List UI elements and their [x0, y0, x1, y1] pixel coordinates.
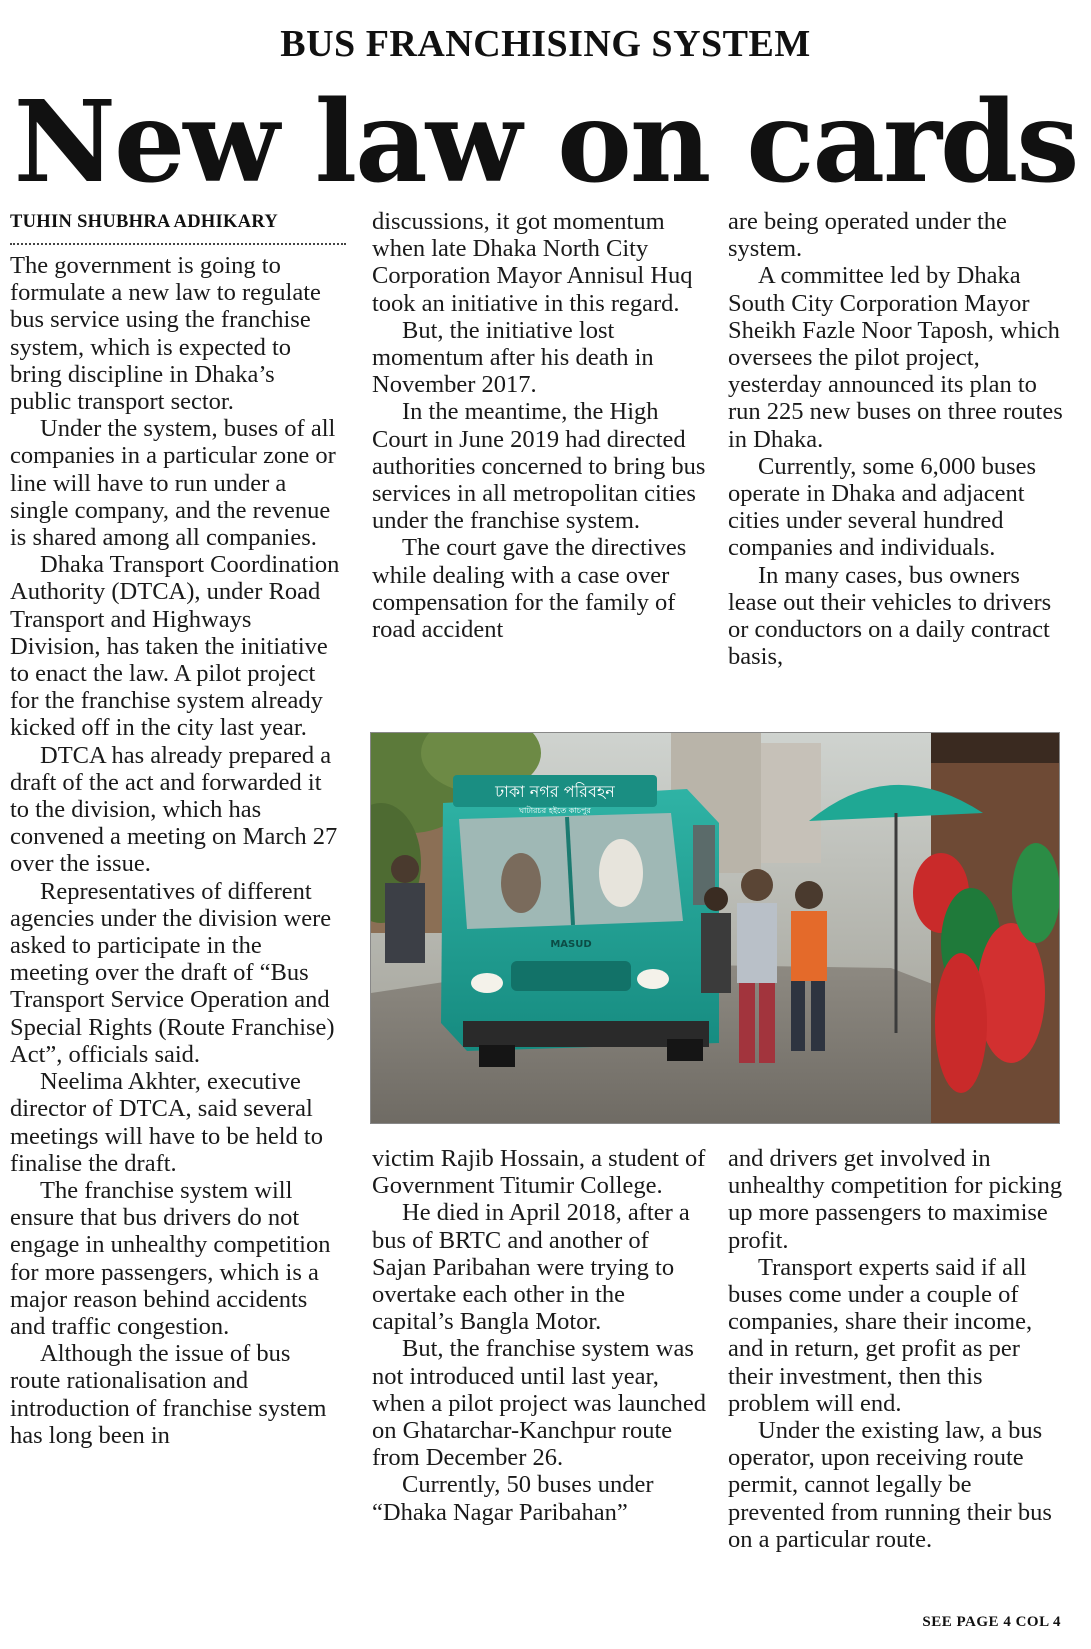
article-column-2-bottom	[372, 1145, 707, 1526]
byline-divider	[10, 243, 346, 245]
news-photo-bus	[370, 732, 1060, 1124]
paragraph: But, the franchise system was not introduced until last year, when a pilot project was launched on Ghatarchar-Kanchpur route from December 26.	[372, 1335, 707, 1472]
paragraph: Currently, some 6,000 buses operate in Dhaka and adjacent cities under several hundred companies and individuals.	[728, 452, 1037, 562]
paragraph: and drivers get involved in unhealthy competition for picking up more passengers to maximise profit.	[728, 1145, 1063, 1254]
bus-destination-sign: ঢাকা নগর পরিবহন	[495, 782, 615, 801]
bus-brand: MASUD	[550, 939, 592, 950]
headline: New law on cards	[13, 77, 1078, 208]
paragraph: In many cases, bus owners lease out their vehicles to drivers or conductors on a daily contract basis,	[728, 561, 1052, 671]
paragraph: A committee led by Dhaka South City Corporation Mayor Sheikh Fazle Noor Taposh, which oversees the pilot project, yesterday announced its plan to run 225 new buses on three routes in Dhaka.	[728, 262, 1063, 453]
paragraph: In the meantime, the High Court in June 2019 had directed authorities concerned to bring bus services in all metropolitan cities under the franchise system.	[372, 398, 706, 535]
continuation-note: SEE PAGE 4 COL 4	[922, 1614, 1061, 1630]
paragraph: The court gave the directives while dealing with a case over compensation for the family of road accident	[372, 534, 687, 644]
paragraph: The franchise system will ensure that bus drivers do not engage in unhealthy competition for more passengers, which is a major reason behind accidents and traffic congestion.	[10, 1176, 331, 1340]
kicker: BUS FRANCHISING SYSTEM	[280, 23, 811, 65]
article-column-3-bottom	[728, 1145, 1070, 1553]
paragraph: Although the issue of bus route rationalisation and introduction of franchise system has long been in	[10, 1340, 327, 1449]
paragraph: Transport experts said if all buses come under a couple of companies, share their income, and in return, get profit as per their investment, then this problem will end.	[728, 1253, 1033, 1417]
article-column-2-top	[372, 208, 707, 643]
paragraph: Neelima Akhter, executive director of DTCA, said several meetings will have to be held to finalise the draft.	[10, 1068, 323, 1177]
paragraph: Under the system, buses of all companies in a particular zone or line will have to run under a single company, and the revenue is shared among all companies.	[10, 415, 336, 552]
paragraph: are being operated under the system.	[728, 208, 1007, 263]
paragraph: Currently, 50 buses under “Dhaka Nagar Paribahan”	[372, 1471, 654, 1526]
paragraph: Dhaka Transport Coordination Authority (DTCA), under Road Transport and Highways Division, has taken the initiative to enact the law. A pilot project for the franchise system already kicked off in the city last year.	[10, 551, 340, 742]
bus-route-sign: ঘাটারচর হইতে কাচপুর	[519, 806, 591, 815]
paragraph: DTCA has already prepared a draft of the act and forwarded it to the division, which has convened a meeting on March 27 over the issue.	[10, 741, 338, 878]
paragraph: victim Rajib Hossain, a student of Government Titumir College.	[372, 1145, 706, 1200]
article-column-1	[10, 252, 340, 1449]
article-column-3-top	[728, 208, 1070, 670]
paragraph: The government is going to formulate a new law to regulate bus service using the franchise system, which is expected to bring discipline in Dhaka’s public transport sector.	[10, 252, 321, 416]
paragraph: He died in April 2018, after a bus of BRTC and another of Sajan Paribahan were trying to overtake each other in the capital’s Bangla Motor.	[372, 1199, 690, 1336]
paragraph: Representatives of different agencies under the division were asked to participate in the meeting over the draft of “Bus Transport Service Operation and Special Rights (Route Franchise) Act”, officials said.	[10, 877, 335, 1068]
byline: TUHIN SHUBHRA ADHIKARY	[10, 212, 279, 232]
paragraph: Under the existing law, a bus operator, upon receiving route permit, cannot legally be prevented from running their bus on a particular route.	[728, 1417, 1052, 1553]
paragraph: discussions, it got momentum when late Dhaka North City Corporation Mayor Annisul Huq took an initiative in this regard.	[372, 208, 693, 317]
paragraph: But, the initiative lost momentum after his death in November 2017.	[372, 316, 654, 399]
